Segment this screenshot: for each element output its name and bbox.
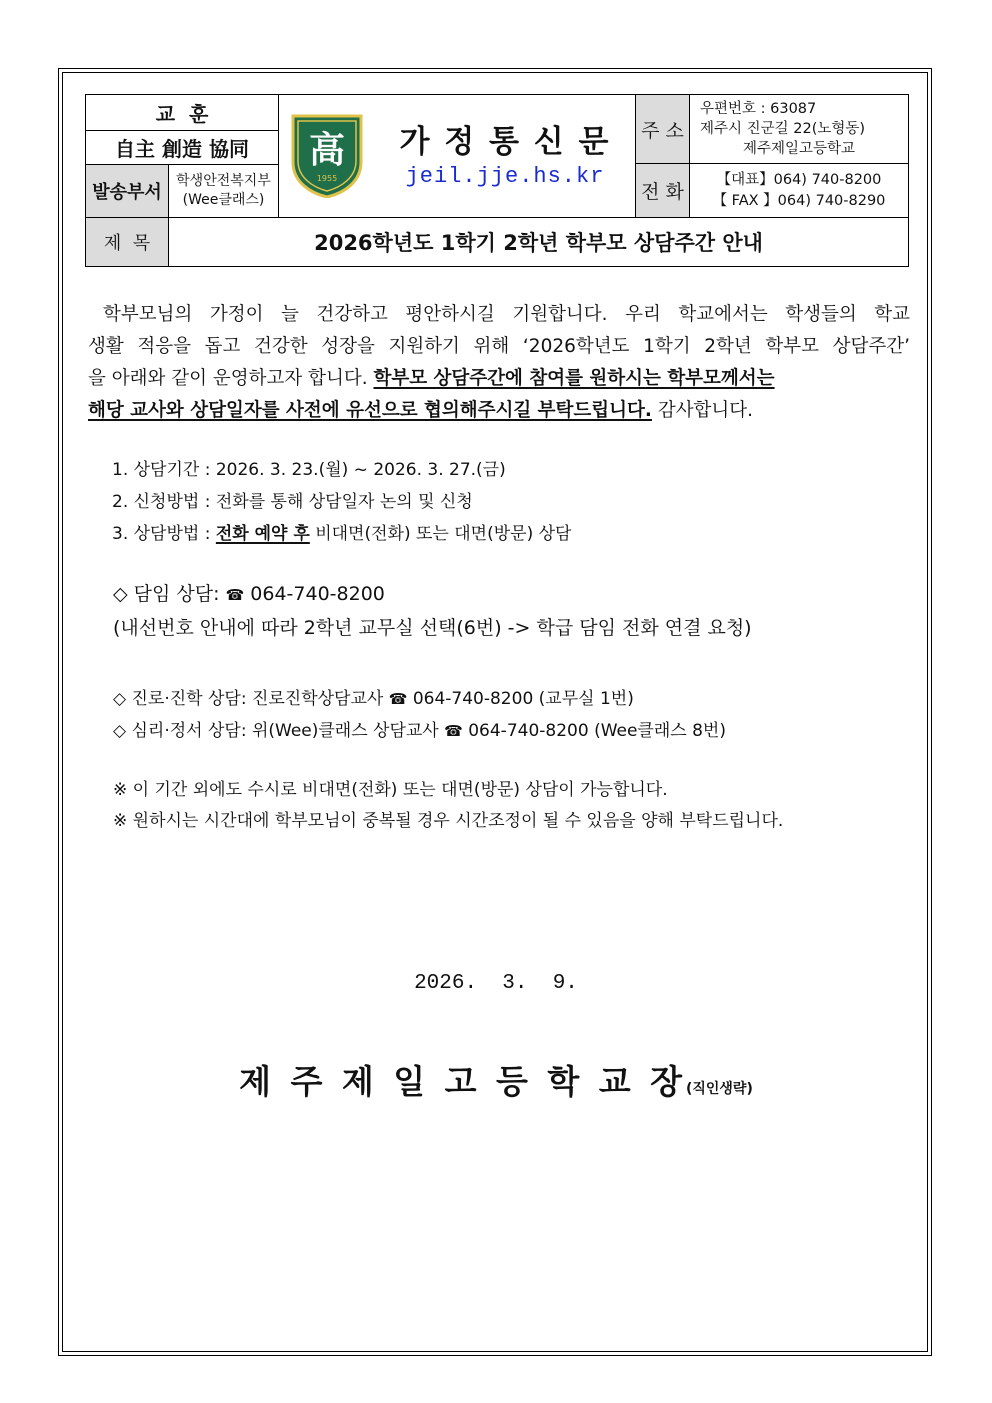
dept-label-cell [85, 164, 169, 218]
phone-label: 전 화 [641, 181, 684, 203]
phone-icon: ☎ [444, 722, 463, 740]
logo-char: 高 [308, 129, 346, 171]
phone-cell [689, 163, 909, 218]
intro-line-1 [88, 299, 910, 331]
intro-line-4 [88, 395, 910, 427]
homeroom-phone: 064-740-8200 [244, 583, 385, 605]
school-url[interactable]: jeil.jje.hs.kr [405, 164, 605, 189]
homeroom-label: ◇ 담임 상담: [113, 583, 226, 605]
principal-title: 제 주 제 일 고 등 학 교 장 [239, 1062, 686, 1101]
intro-text-2: 생활 적응을 돕고 건강한 성장을 지원하기 위해 ‘2026학년도 1학기 2학년 학부모 상담주간’ [88, 336, 910, 357]
counsel-consult [113, 716, 726, 741]
dept-label: 발송부서 [92, 182, 162, 203]
homeroom-instructions: (내선번호 안내에 따라 2학년 교무실 선택(6번) -> 학급 담임 전화 연결 요청) [113, 617, 752, 639]
motto-label: 교 훈 [155, 102, 209, 126]
homeroom-consult [113, 579, 385, 606]
intro-text-1: 학부모님의 가정이 늘 건강하고 평안하시길 기원합니다. 우리 학교에서는 학생들의 학교 [103, 304, 910, 325]
phone-fax: 【 FAX 】064) 740-8290 [712, 192, 886, 209]
subject-label: 제 목 [103, 233, 151, 254]
dept-name: 학생안전복지부 [176, 173, 271, 189]
school-motto: 自主 創造 協同 [115, 137, 249, 161]
career-label: ◇ 진로·진학 상담: 진로진학상담교사 [113, 689, 389, 709]
counsel-phone: 064-740-8200 (Wee클래스 8번) [462, 721, 726, 741]
subject-title: 2026학년도 1학기 2학년 학부모 상담주간 안내 [314, 231, 763, 255]
subject-label-cell [85, 217, 169, 267]
seal-omitted: (직인생략) [685, 1081, 753, 1097]
intro-text-4b: 감사합니다. [651, 400, 754, 421]
item-format-label: 3. 상담방법 : [112, 524, 216, 544]
intro-emphasis-2: 해당 교사와 상담일자를 사전에 유선으로 협의해주시길 부탁드립니다. [88, 400, 652, 421]
phone-icon: ☎ [225, 586, 245, 604]
counsel-label: ◇ 심리·정서 상담: 위(Wee)클래스 상담교사 [113, 721, 445, 741]
career-consult [113, 684, 634, 709]
postal-code: 우편번호 : 63087 [700, 101, 817, 117]
item-format [112, 519, 571, 544]
signature-block [0, 1056, 992, 1103]
address-street: 제주시 진군길 22(노형동) [700, 121, 866, 137]
intro-line-2 [88, 331, 910, 363]
item-period: 1. 상담기간 : 2026. 3. 23.(월) ~ 2026. 3. 27.(금) [112, 460, 506, 480]
dept-cell [168, 164, 279, 218]
phone-main: 【대표】064) 740-8200 [716, 171, 882, 188]
issue-date: 2026. 3. 9. [414, 972, 578, 995]
newsletter-title: 가 정 통 신 문 [399, 124, 611, 160]
address-label: 주 소 [641, 119, 684, 142]
intro-line-3 [88, 363, 910, 395]
intro-text-3a: 을 아래와 같이 운영하고자 합니다. [88, 368, 374, 389]
note-overlap: ※ 원하시는 시간대에 학부모님이 중복될 경우 시간조정이 될 수 있음을 양해 부탁드립니다. [113, 811, 784, 831]
item-format-emphasis: 전화 예약 후 [215, 524, 310, 544]
career-phone: 064-740-8200 (교무실 1번) [407, 689, 634, 709]
school-logo-icon [290, 112, 364, 198]
subject-cell [168, 217, 909, 267]
intro-emphasis-1: 학부모 상담주간에 참여를 원하시는 학부모께서는 [373, 368, 775, 389]
note-anytime: ※ 이 기간 외에도 수시로 비대면(전화) 또는 대면(방문) 상담이 가능합니다. [113, 780, 668, 800]
address-school: 제주제일고등학교 [742, 141, 856, 157]
dept-sub: (Wee클래스) [182, 192, 265, 208]
phone-label-cell [635, 163, 690, 218]
phone-icon: ☎ [388, 690, 408, 708]
item-format-rest: 비대면(전화) 또는 대면(방문) 상담 [309, 524, 572, 544]
motto-cell [85, 130, 279, 165]
address-label-cell [635, 94, 690, 164]
address-cell [689, 94, 909, 164]
motto-label-cell [85, 94, 279, 131]
intro-paragraph [88, 299, 910, 427]
logo-year: 1955 [316, 174, 338, 183]
school-logo [290, 112, 364, 198]
item-method: 2. 신청방법 : 전화를 통해 상담일자 논의 및 신청 [112, 492, 473, 512]
